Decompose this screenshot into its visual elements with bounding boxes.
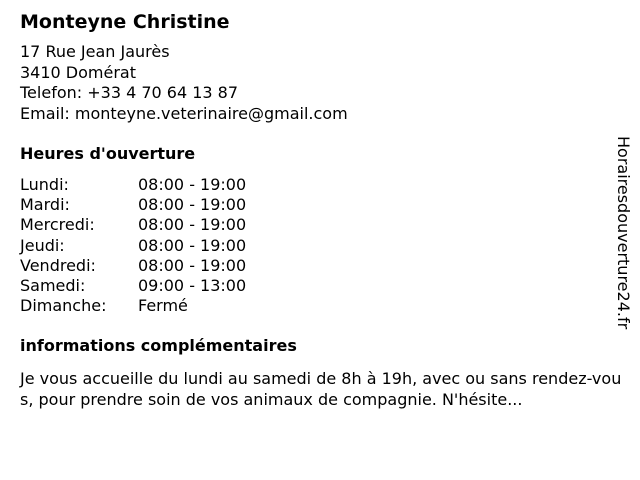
time-range: 08:00 - 19:00 (138, 215, 247, 235)
day-label: Vendredi: (20, 255, 96, 275)
hours-row-saturday (20, 276, 632, 296)
hours-row-wednesday (20, 215, 632, 235)
opening-hours-table (20, 175, 632, 316)
hours-row-sunday (20, 296, 632, 316)
day-label: Jeudi: (20, 235, 65, 255)
business-name: Monteyne Christine (20, 11, 230, 33)
day-label: Mardi: (20, 195, 70, 215)
business-card (20, 8, 632, 410)
time-range: Fermé (138, 296, 188, 316)
opening-hours-title: Heures d'ouverture (20, 144, 196, 163)
day-label: Samedi: (20, 276, 86, 296)
hours-row-friday (20, 256, 632, 276)
time-range: 09:00 - 13:00 (138, 276, 247, 296)
time-range: 08:00 - 19:00 (138, 235, 247, 255)
hours-row-monday (20, 175, 632, 195)
day-label: Mercredi: (20, 215, 95, 235)
time-range: 08:00 - 19:00 (138, 195, 247, 215)
hours-row-tuesday (20, 195, 632, 215)
additional-info-title: informations complémentaires (20, 336, 297, 356)
street-address: 17 Rue Jean Jaurès (20, 42, 170, 61)
city-address: 3410 Domérat (20, 62, 136, 82)
hours-row-thursday (20, 236, 632, 256)
site-watermark: Horairesdouverture24.fr (614, 136, 633, 330)
time-range: 08:00 - 19:00 (138, 175, 247, 194)
additional-info-text: Je vous accueille du lundi au samedi de 8h à 19h, avec ou sans rendez-vous, pour prendre soin de vos animaux de compagnie. N'hésite... (20, 369, 622, 409)
email-address[interactable]: Email: monteyne.veterinaire@gmail.com (20, 103, 348, 123)
contact-block (20, 42, 632, 124)
time-range: 08:00 - 19:00 (138, 255, 247, 275)
phone-number[interactable]: Telefon: +33 4 70 64 13 87 (20, 83, 239, 102)
day-label: Dimanche: (20, 296, 107, 316)
day-label: Lundi: (20, 175, 69, 194)
